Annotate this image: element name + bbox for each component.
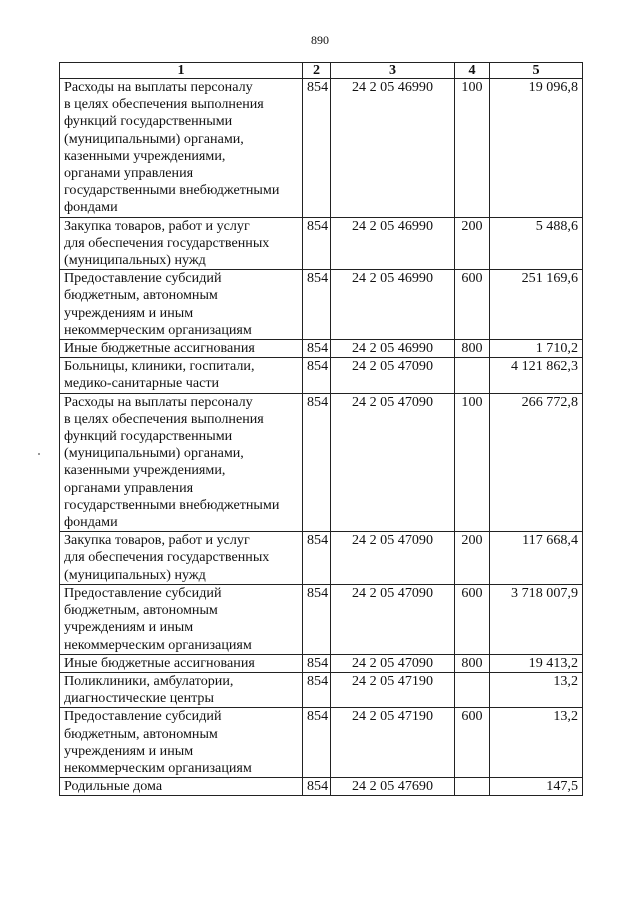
- target-article-cell: 24 2 05 47090: [331, 358, 455, 393]
- amount-cell: 19 096,8: [490, 79, 583, 218]
- expense-name-cell: Иные бюджетные ассигнования: [60, 340, 303, 358]
- amount-cell: 1 710,2: [490, 340, 583, 358]
- expense-type-cell: [455, 672, 490, 707]
- expense-name-cell: Иные бюджетные ассигнования: [60, 654, 303, 672]
- expense-type-cell: 800: [455, 654, 490, 672]
- budget-table: [59, 62, 583, 796]
- expense-type-cell: 200: [455, 532, 490, 585]
- table-row: [60, 654, 583, 672]
- table-row: [60, 358, 583, 393]
- expense-name-cell: Расходы на выплаты персоналу в целях обеспечения выполнения функций государственными (муниципальными) органами, казенными учреждениями, органами управления государственными внебюджетными фондами: [60, 393, 303, 532]
- grbs-code-cell: 854: [303, 584, 331, 654]
- amount-cell: 251 169,6: [490, 270, 583, 340]
- amount-cell: 147,5: [490, 778, 583, 796]
- grbs-code-cell: 854: [303, 393, 331, 532]
- expense-type-cell: 600: [455, 584, 490, 654]
- target-article-cell: 24 2 05 47090: [331, 393, 455, 532]
- page-number: 890: [311, 33, 329, 47]
- table-row: [60, 778, 583, 796]
- target-article-cell: 24 2 05 47190: [331, 672, 455, 707]
- target-article-cell: 24 2 05 46990: [331, 340, 455, 358]
- grbs-code-cell: 854: [303, 778, 331, 796]
- grbs-code-cell: 854: [303, 270, 331, 340]
- amount-cell: 4 121 862,3: [490, 358, 583, 393]
- target-article-cell: 24 2 05 47090: [331, 532, 455, 585]
- amount-cell: 13,2: [490, 708, 583, 778]
- table-row: [60, 270, 583, 340]
- expense-type-cell: 200: [455, 217, 490, 270]
- expense-name-cell: Предоставление субсидий бюджетным, автономным учреждениям и иным некоммерческим организациям: [60, 584, 303, 654]
- expense-name-cell: Закупка товаров, работ и услуг для обеспечения государственных (муниципальных) нужд: [60, 532, 303, 585]
- amount-cell: 13,2: [490, 672, 583, 707]
- target-article-cell: 24 2 05 47190: [331, 708, 455, 778]
- expense-type-cell: 600: [455, 270, 490, 340]
- expense-name-cell: Предоставление субсидий бюджетным, автономным учреждениям и иным некоммерческим организациям: [60, 708, 303, 778]
- target-article-cell: 24 2 05 47090: [331, 584, 455, 654]
- amount-cell: 3 718 007,9: [490, 584, 583, 654]
- table-row: [60, 672, 583, 707]
- header-col-5: 5: [490, 63, 583, 79]
- grbs-code-cell: 854: [303, 79, 331, 218]
- expense-type-cell: [455, 778, 490, 796]
- target-article-cell: 24 2 05 47690: [331, 778, 455, 796]
- target-article-cell: 24 2 05 46990: [331, 79, 455, 218]
- target-article-cell: 24 2 05 47090: [331, 654, 455, 672]
- table-body: [60, 79, 583, 796]
- table-row: [60, 584, 583, 654]
- header-col-2: 2: [303, 63, 331, 79]
- amount-cell: 266 772,8: [490, 393, 583, 532]
- grbs-code-cell: 854: [303, 654, 331, 672]
- header-col-3: 3: [331, 63, 455, 79]
- expense-type-cell: 600: [455, 708, 490, 778]
- table-row: [60, 708, 583, 778]
- expense-name-cell: Расходы на выплаты персоналу в целях обеспечения выполнения функций государственными (муниципальными) органами, казенными учреждениями, органами управления государственными внебюджетными фондами: [60, 79, 303, 218]
- amount-cell: 5 488,6: [490, 217, 583, 270]
- scan-speck: [38, 453, 40, 455]
- expense-type-cell: 100: [455, 79, 490, 218]
- table-header-row: [60, 63, 583, 79]
- table-row: [60, 217, 583, 270]
- grbs-code-cell: 854: [303, 708, 331, 778]
- expense-name-cell: Предоставление субсидий бюджетным, автономным учреждениям и иным некоммерческим организациям: [60, 270, 303, 340]
- header-col-1: 1: [60, 63, 303, 79]
- grbs-code-cell: 854: [303, 217, 331, 270]
- expense-name-cell: Больницы, клиники, госпитали, медико-санитарные части: [60, 358, 303, 393]
- grbs-code-cell: 854: [303, 358, 331, 393]
- table-row: [60, 79, 583, 218]
- target-article-cell: 24 2 05 46990: [331, 217, 455, 270]
- table-row: [60, 532, 583, 585]
- table-row: [60, 340, 583, 358]
- target-article-cell: 24 2 05 46990: [331, 270, 455, 340]
- expense-type-cell: 100: [455, 393, 490, 532]
- amount-cell: 19 413,2: [490, 654, 583, 672]
- expense-type-cell: [455, 358, 490, 393]
- grbs-code-cell: 854: [303, 532, 331, 585]
- expense-name-cell: Родильные дома: [60, 778, 303, 796]
- grbs-code-cell: 854: [303, 672, 331, 707]
- expense-name-cell: Закупка товаров, работ и услуг для обеспечения государственных (муниципальных) нужд: [60, 217, 303, 270]
- amount-cell: 117 668,4: [490, 532, 583, 585]
- header-col-4: 4: [455, 63, 490, 79]
- grbs-code-cell: 854: [303, 340, 331, 358]
- expense-name-cell: Поликлиники, амбулатории, диагностические центры: [60, 672, 303, 707]
- expense-type-cell: 800: [455, 340, 490, 358]
- table-row: [60, 393, 583, 532]
